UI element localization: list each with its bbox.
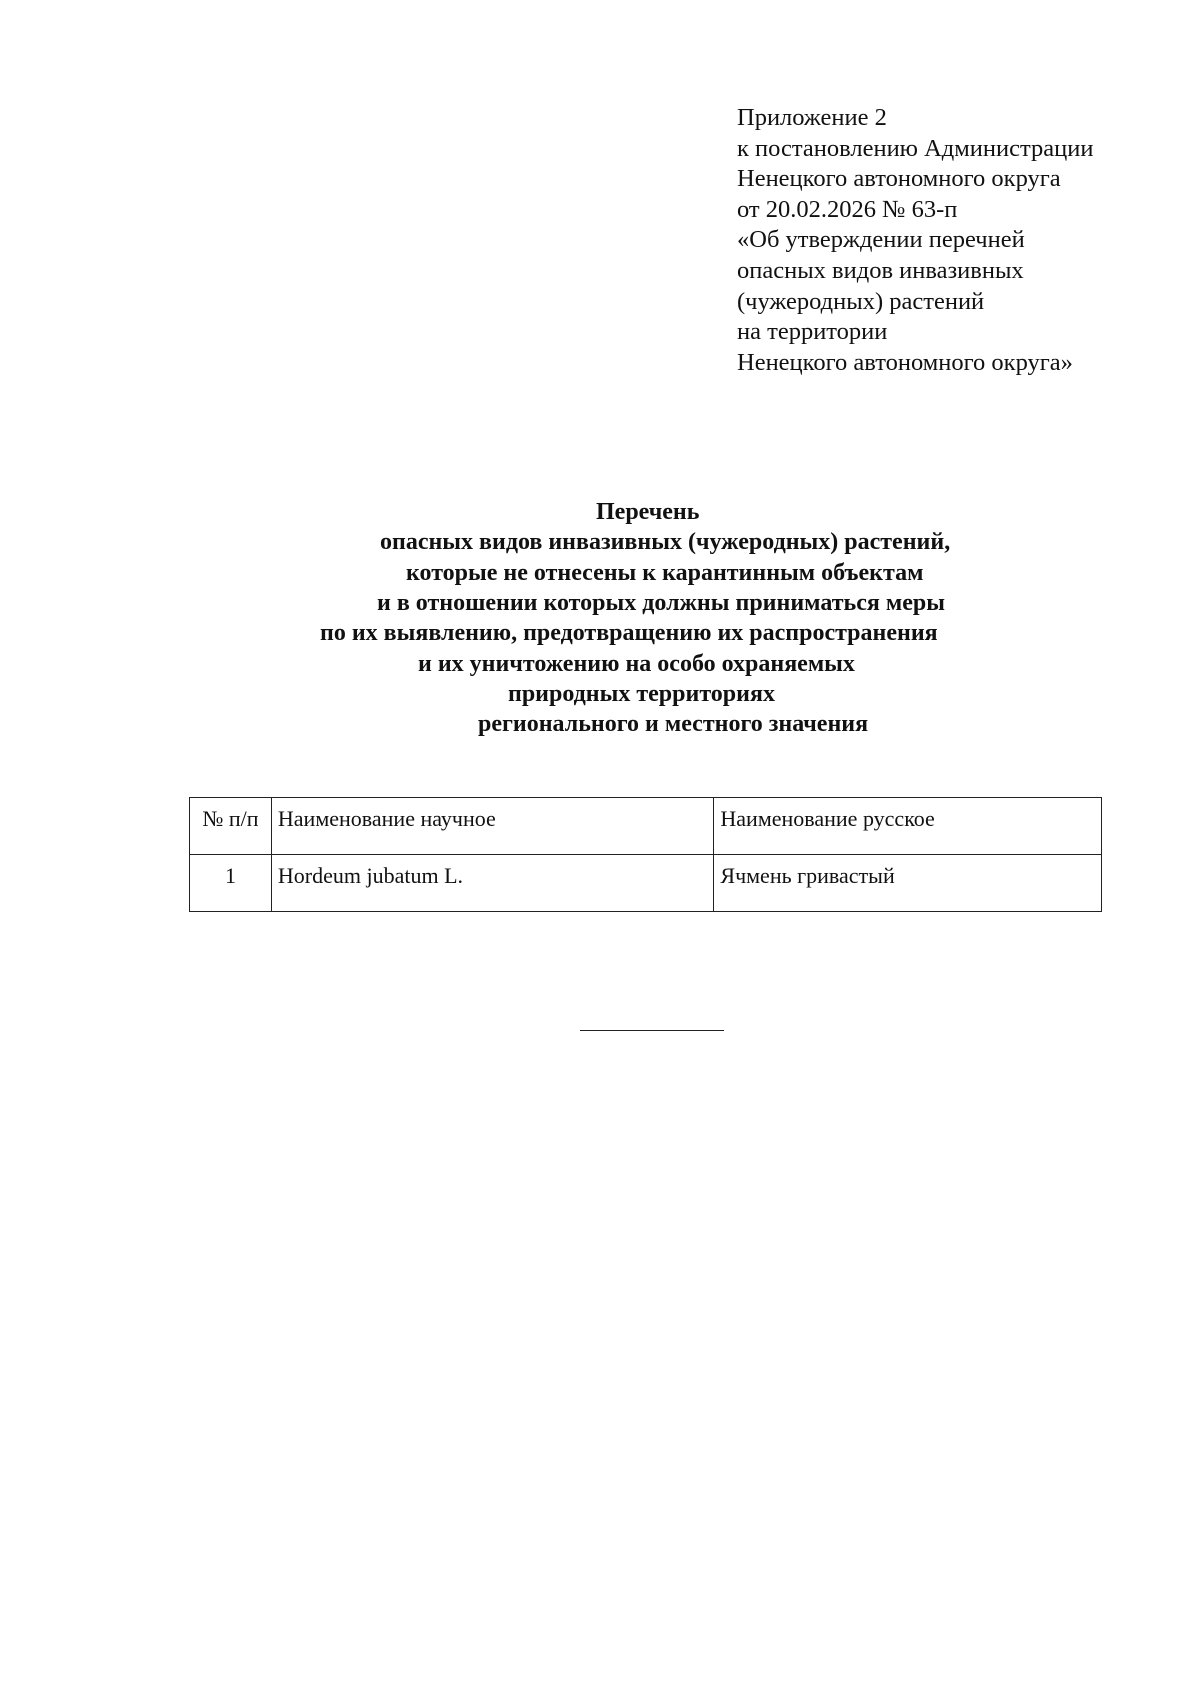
appendix-line: Ненецкого автономного округа»: [737, 348, 1073, 376]
title-line: регионального и местного значения: [478, 711, 869, 737]
header-cell-russian-name: Наименование русское: [714, 798, 1102, 855]
species-table: [189, 797, 1102, 912]
title-line: природных территориях: [508, 681, 775, 707]
header-cell-scientific-name: Наименование научное: [271, 798, 713, 855]
appendix-line: «Об утверждении перечней: [737, 226, 1025, 254]
appendix-line: Приложение 2: [737, 104, 887, 131]
appendix-line: Ненецкого автономного округа: [737, 165, 1061, 193]
header-cell-number: № п/п: [190, 798, 272, 855]
appendix-header: [737, 103, 1177, 378]
cell-russian-name: Ячмень гривастый: [714, 855, 1102, 912]
title-line: и в отношении которых должны приниматься меры: [377, 590, 945, 616]
title-line: и их уничтожению на особо охраняемых: [418, 651, 855, 677]
cell-number: 1: [190, 855, 272, 912]
title-line: Перечень: [596, 499, 700, 525]
cell-scientific-name: Hordeum jubatum L.: [271, 855, 713, 912]
appendix-line: опасных видов инвазивных: [737, 256, 1024, 284]
appendix-line: (чужеродных) растений: [737, 287, 985, 315]
title-line: которые не отнесены к карантинным объектам: [406, 560, 924, 586]
table-header-row: [190, 798, 1102, 855]
table-row: [190, 855, 1102, 912]
appendix-line: на территории: [737, 318, 888, 346]
title-line: по их выявлению, предотвращению их распространения: [320, 620, 938, 646]
end-divider-line: [580, 1030, 724, 1031]
appendix-line: от 20.02.2026 № 63-п: [737, 195, 958, 223]
title-line: опасных видов инвазивных (чужеродных) растений,: [380, 529, 951, 555]
appendix-line: к постановлению Администрации: [737, 134, 1094, 162]
